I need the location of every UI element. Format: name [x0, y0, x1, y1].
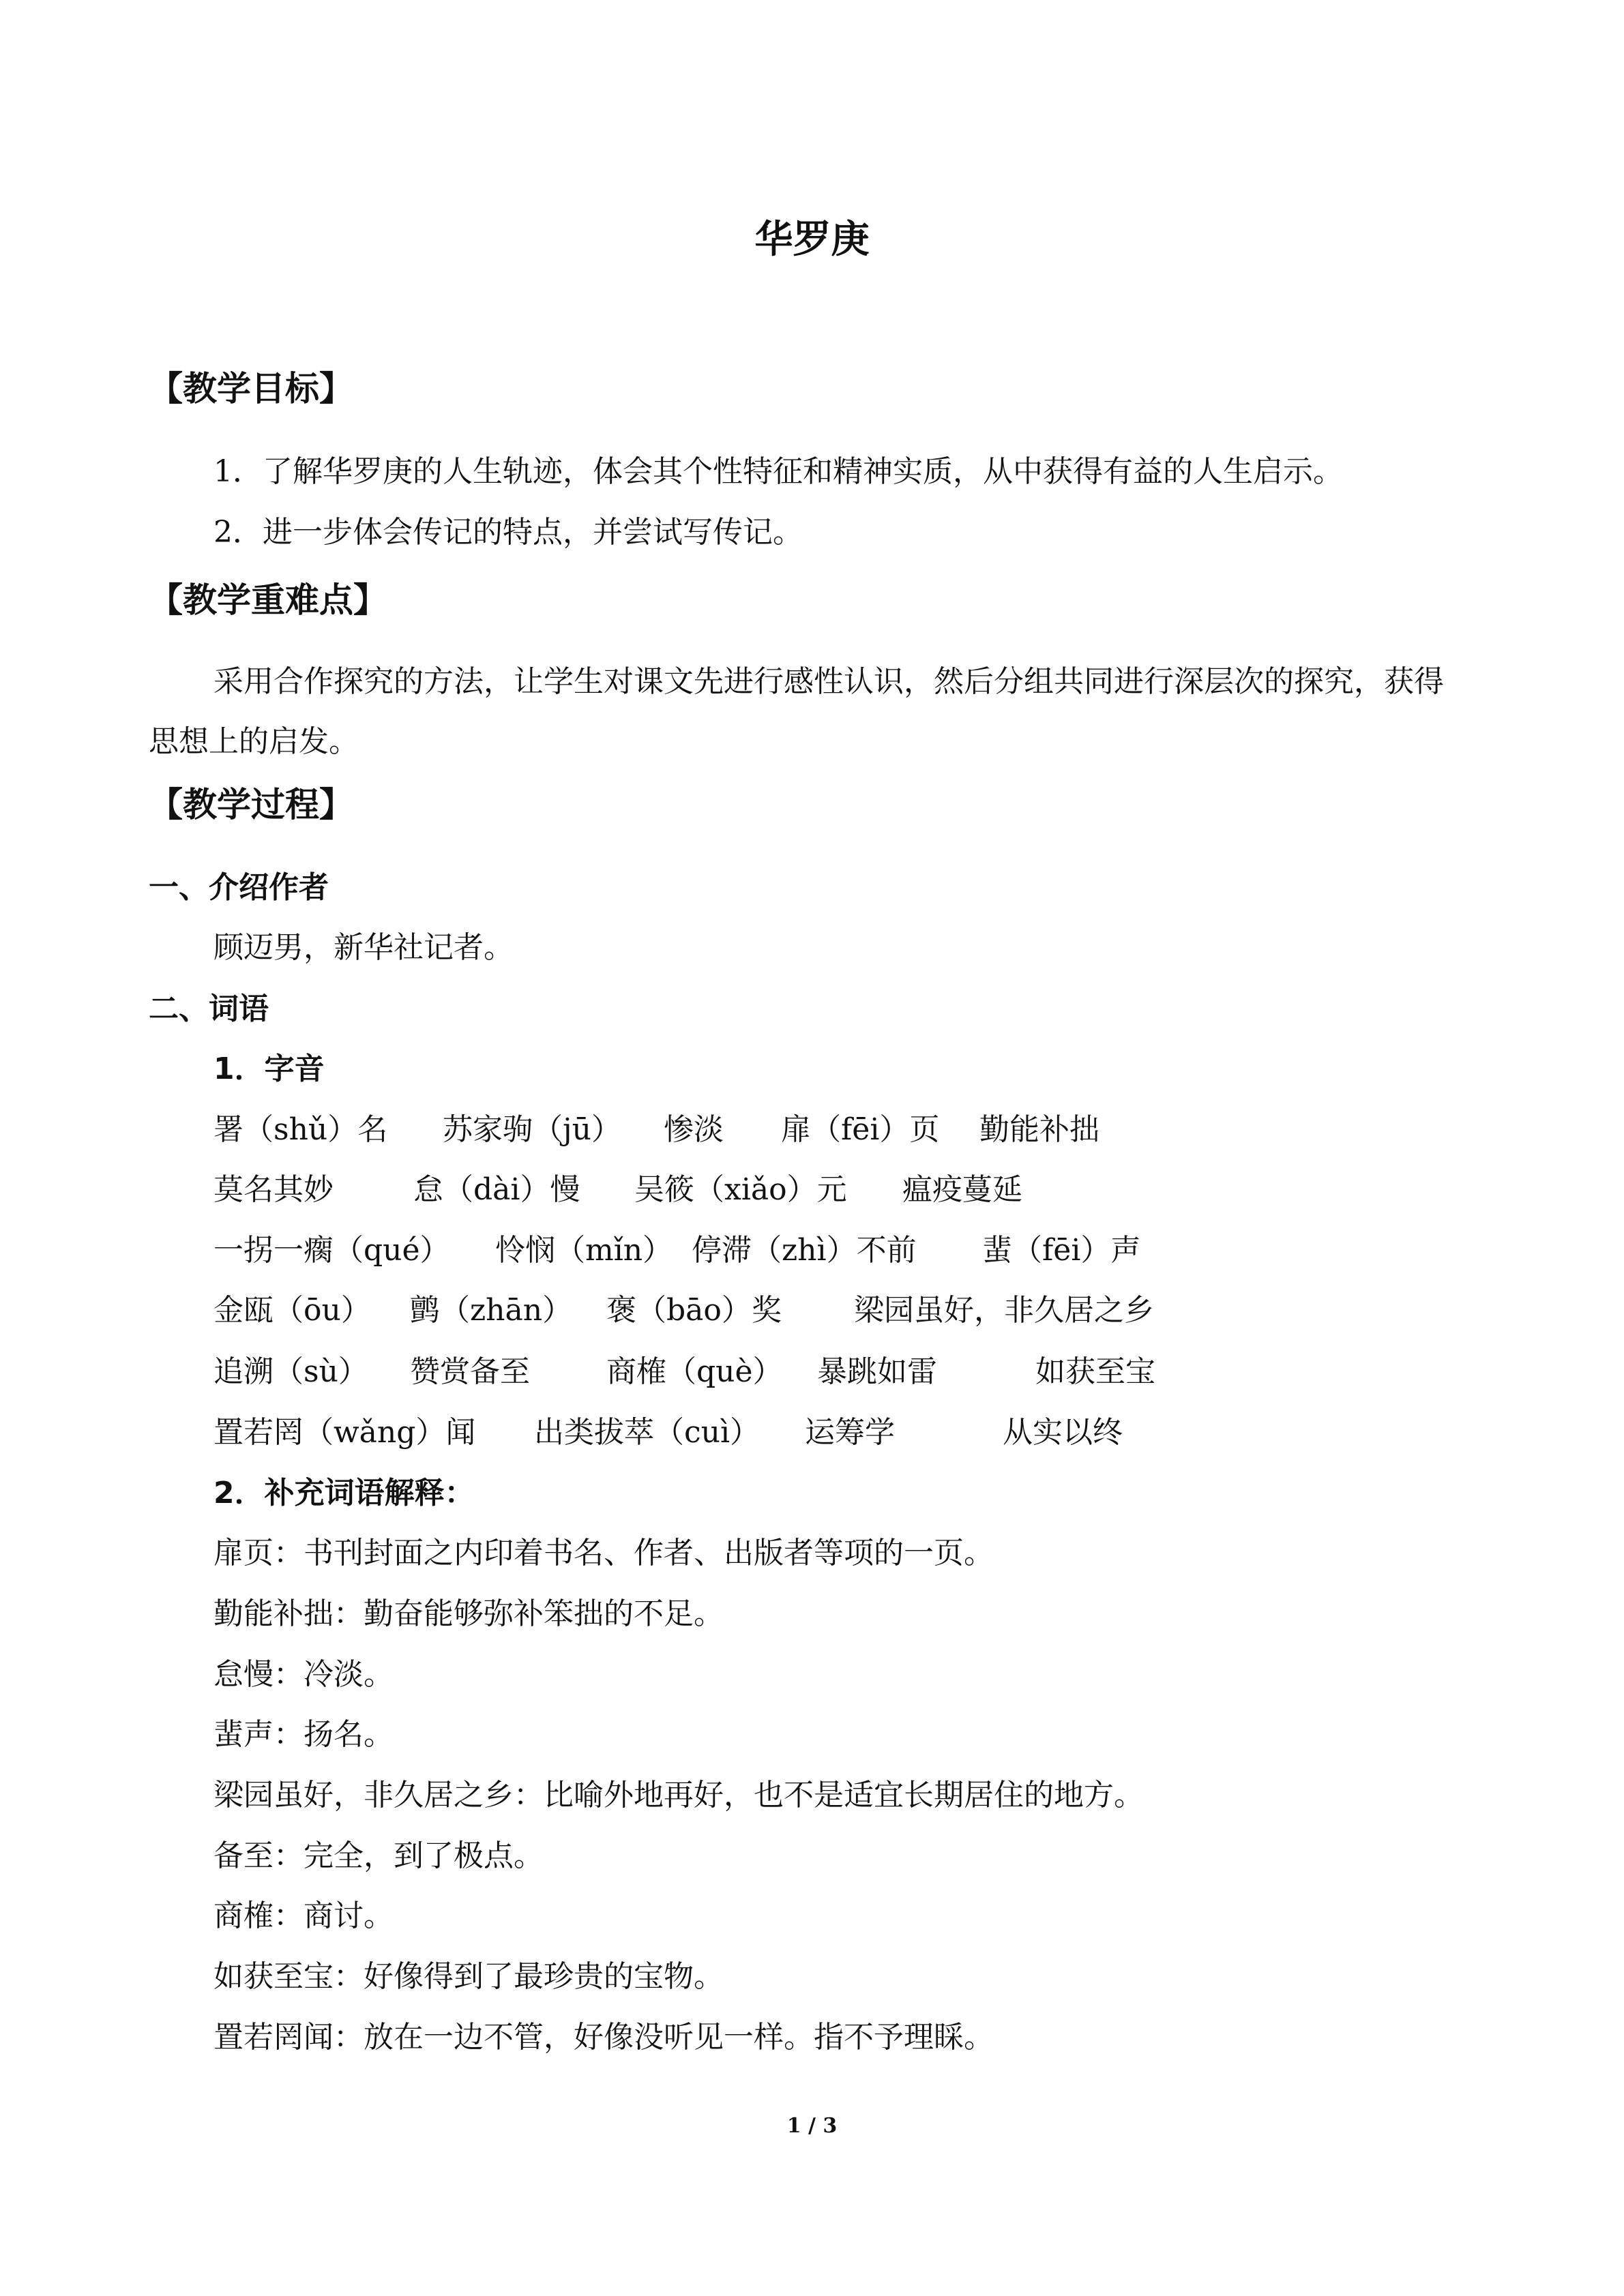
key-points-paragraph: 采用合作探究的方法，让学生对课文先进行感性认识，然后分组共同进行深层次的探究，获得思想上的启发。 [149, 664, 1444, 759]
definition-item: 备至：完全，到了极点。 [213, 1838, 544, 1873]
part1-heading: 一、介绍作者 [149, 870, 329, 905]
definition-item: 梁园虽好，非久居之乡：比喻外地再好，也不是适宜长期居住的地方。 [213, 1778, 1144, 1813]
goal-item-2: 2．进一步体会传记的特点，并尝试写传记。 [213, 515, 803, 550]
pronunciation-word: 如获至宝 [1035, 1354, 1155, 1389]
pronunciation-word: 勤能补拙 [979, 1112, 1099, 1147]
definition-item: 商榷：商讨。 [213, 1898, 394, 1933]
goal-item-1: 1．了解华罗庚的人生轨迹，体会其个性特征和精神实质，从中获得有益的人生启示。 [213, 454, 1343, 489]
part2-heading: 二、词语 [149, 992, 269, 1026]
pronunciation-word: 出类拔萃（cuì） [534, 1415, 761, 1450]
pronunciation-word: 赞赏备至 [410, 1354, 530, 1389]
pronunciation-word: 商榷（què） [606, 1354, 783, 1389]
pronunciation-word: 怜悯（mǐn） [495, 1233, 673, 1268]
section-heading-process: 【教学过程】 [149, 785, 353, 824]
definition-item: 怠慢：冷淡。 [213, 1657, 394, 1692]
pronunciation-word: 置若罔（wǎng）闻 [213, 1415, 476, 1450]
definition-item: 如获至宝：好像得到了最珍贵的宝物。 [213, 1959, 724, 1994]
pronunciation-word: 从实以终 [1003, 1415, 1123, 1450]
pronunciation-word: 停滞（zhì）不前 [692, 1233, 917, 1268]
pronunciation-word: 鹯（zhān） [410, 1293, 573, 1328]
pronunciation-word: 运筹学 [805, 1415, 895, 1450]
pronunciation-word: 瘟疫蔓延 [902, 1172, 1022, 1207]
pronunciation-word: 一拐一瘸（qué） [213, 1233, 450, 1268]
pronunciation-word: 蜚（fēi）声 [982, 1233, 1141, 1268]
definition-item: 置若罔闻：放在一边不管，好像没听见一样。指不予理睬。 [213, 2020, 994, 2055]
pronunciation-word: 怠（dài）慢 [413, 1172, 580, 1207]
page-number: 1 / 3 [786, 2114, 838, 2138]
pronunciation-word: 金瓯（ōu） [213, 1293, 371, 1328]
pronunciation-word: 褒（bāo）奖 [606, 1293, 782, 1328]
pronunciation-word: 吴筱（xiǎo）元 [634, 1172, 847, 1207]
pronunciation-word: 署（shǔ）名 [213, 1112, 388, 1147]
part1-text: 顾迈男，新华社记者。 [213, 930, 514, 965]
definition-item: 蜚声：扬名。 [213, 1717, 394, 1752]
page-title: 华罗庚 [754, 218, 870, 262]
pronunciation-word: 莫名其妙 [213, 1172, 334, 1207]
pronunciation-heading: 1．字音 [213, 1052, 325, 1086]
definition-item: 扉页：书刊封面之内印着书名、作者、出版者等项的一页。 [213, 1536, 994, 1570]
section-heading-key-points: 【教学重难点】 [149, 580, 387, 620]
pronunciation-word: 梁园虽好，非久居之乡 [854, 1293, 1154, 1328]
pronunciation-word: 暴跳如雷 [817, 1354, 937, 1389]
pronunciation-word: 扉（fēi）页 [781, 1112, 940, 1147]
pronunciation-word: 惨淡 [664, 1112, 724, 1147]
section-heading-goals: 【教学目标】 [149, 369, 353, 408]
pronunciation-word: 追溯（sù） [213, 1354, 368, 1389]
definition-item: 勤能补拙：勤奋能够弥补笨拙的不足。 [213, 1596, 724, 1631]
pronunciation-word: 苏家驹（jū） [443, 1112, 621, 1147]
definitions-heading: 2．补充词语解释： [213, 1476, 475, 1510]
